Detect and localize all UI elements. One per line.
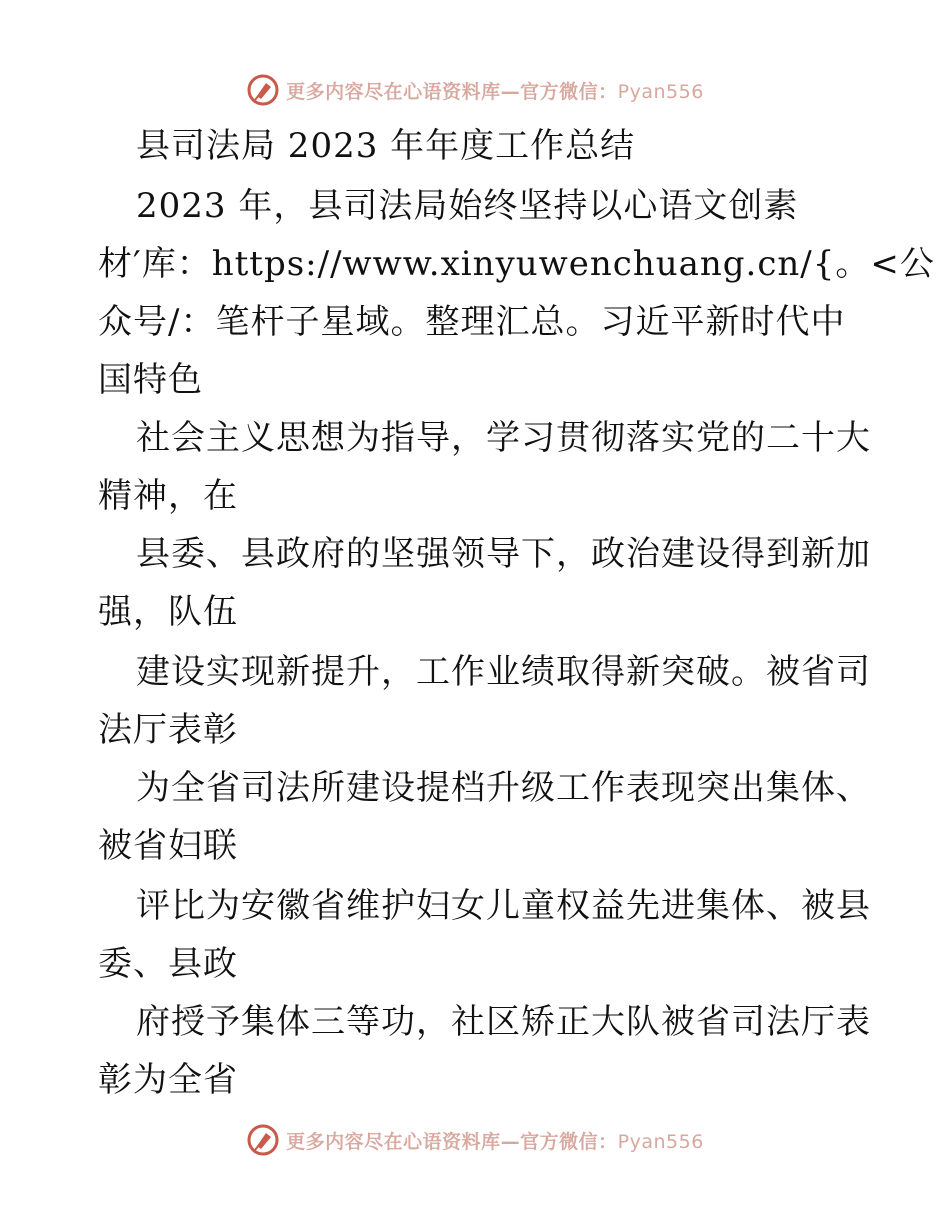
watermark-text bbox=[286, 1127, 704, 1154]
paragraph-line: 委、县政 bbox=[98, 944, 238, 984]
watermark-banner-top bbox=[0, 70, 950, 110]
watermark-text bbox=[286, 77, 704, 104]
paragraph-line: 强，队伍 bbox=[98, 592, 238, 632]
watermark-banner-bottom bbox=[0, 1120, 950, 1160]
pen-nib-logo-icon bbox=[246, 1123, 280, 1157]
paragraph-line: 众号/：笔杆子星域。整理汇总。习近平新时代中 bbox=[98, 302, 846, 342]
pen-nib-logo-icon bbox=[246, 73, 280, 107]
watermark-text-cn: 更多内容尽在心语资料库—官方微信： bbox=[286, 1130, 618, 1153]
watermark-text-cn: 更多内容尽在心语资料库—官方微信： bbox=[286, 80, 618, 103]
paragraph-line: 县委、县政府的坚强领导下，政治建设得到新加 bbox=[136, 534, 871, 574]
document-title: 县司法局 2023 年年度工作总结 bbox=[136, 126, 636, 166]
paragraph-line: 国特色 bbox=[98, 360, 203, 400]
paragraph-line: 为全省司法所建设提档升级工作表现突出集体、 bbox=[136, 768, 871, 808]
paragraph-line: 精神，在 bbox=[98, 476, 238, 516]
paragraph-line: 2023 年，县司法局始终坚持以心语文创素 bbox=[136, 186, 799, 226]
paragraph-line: 建设实现新提升，工作业绩取得新突破。被省司 bbox=[136, 652, 871, 692]
watermark-wechat-id: Pyan556 bbox=[617, 1130, 704, 1153]
paragraph-line: 社会主义思想为指导，学习贯彻落实党的二十大 bbox=[136, 418, 871, 458]
paragraph-line: 材′库：https://www.xinyuwenchuang.cn/{。<公 bbox=[98, 244, 935, 284]
paragraph-line: 被省妇联 bbox=[98, 826, 238, 866]
paragraph-line: 法厅表彰 bbox=[98, 710, 238, 750]
paragraph-line: 彰为全省 bbox=[98, 1060, 238, 1100]
paragraph-line: 评比为安徽省维护妇女儿童权益先进集体、被县 bbox=[136, 886, 871, 926]
watermark-wechat-id: Pyan556 bbox=[617, 80, 704, 103]
paragraph-line: 府授予集体三等功，社区矫正大队被省司法厅表 bbox=[136, 1002, 871, 1042]
